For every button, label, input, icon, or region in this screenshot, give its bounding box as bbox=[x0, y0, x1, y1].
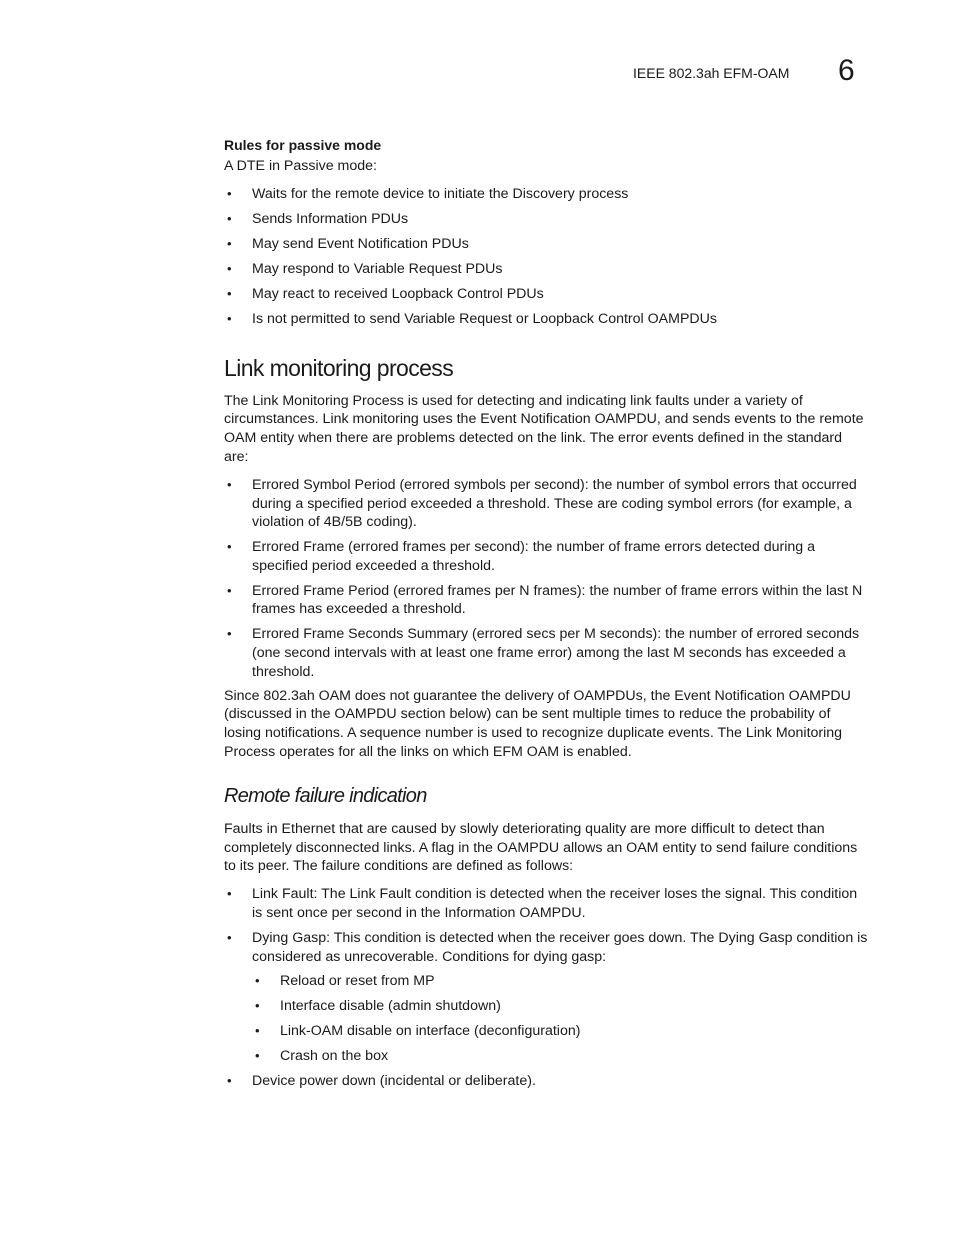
bullet-icon: • bbox=[255, 1023, 260, 1039]
list-item: • Crash on the box bbox=[255, 1048, 389, 1065]
list-item: • May respond to Variable Request PDUs bbox=[227, 260, 503, 277]
bullet-icon: • bbox=[255, 998, 260, 1014]
passive-mode-intro: A DTE in Passive mode: bbox=[224, 158, 377, 174]
passive-mode-heading: Rules for passive mode bbox=[224, 137, 382, 153]
dying-gasp-conditions-list bbox=[252, 972, 870, 1066]
bullet-icon: • bbox=[255, 1048, 260, 1064]
list-item: • Link-OAM disable on interface (deconfiguration) bbox=[255, 1023, 581, 1040]
list-item: • May react to received Loopback Control PDUs bbox=[227, 285, 544, 302]
bullet-icon: • bbox=[227, 582, 232, 598]
list-item: • Link Fault: The Link Fault condition is detected when the receiver loses the signal. This condition is sent once per second in the Information OAMPDU. bbox=[227, 886, 858, 922]
bullet-icon: • bbox=[227, 539, 232, 555]
bullet-icon: • bbox=[227, 476, 232, 492]
list-item: • Errored Frame Seconds Summary (errored secs per M seconds): the number of errored seconds (one second intervals with at least one frame error) among the last M seconds has exceeded a threshold. bbox=[227, 626, 860, 680]
bullet-icon: • bbox=[227, 1073, 232, 1089]
bullet-icon: • bbox=[227, 886, 232, 902]
link-monitoring-intro: The Link Monitoring Process is used for detecting and indicating link faults under a variety of circumstances. Link monitoring uses the Event Notification OAMPDU, and sends events to the remote OAM entity when there are problems detected on the link. The error events defined in the standard are: bbox=[224, 392, 864, 465]
list-item: • Errored Frame Period (errored frames per N frames): the number of frame errors within the last N frames has exceeded a threshold. bbox=[227, 582, 863, 618]
list-item: • Device power down (incidental or deliberate). bbox=[227, 1073, 536, 1090]
list-item: • Interface disable (admin shutdown) bbox=[255, 998, 501, 1015]
remote-failure-intro: Faults in Ethernet that are caused by slowly deteriorating quality are more difficult to detect than completely disconnected links. A flag in the OAMPDU allows an OAM entity to send failure conditions to its peer. The failure conditions are defined as follows: bbox=[224, 820, 858, 875]
list-item: • May send Event Notification PDUs bbox=[227, 235, 469, 252]
bullet-icon: • bbox=[227, 260, 232, 276]
bullet-icon: • bbox=[227, 185, 232, 201]
list-item: • Reload or reset from MP bbox=[255, 973, 435, 990]
link-monitoring-closing: Since 802.3ah OAM does not guarantee the delivery of OAMPDUs, the Event Notification OAMPDU (discussed in the OAMPDU section below) can be sent multiple times to reduce the probability of losing notifications. A sequence number is used to recognize duplicate events. The Link Monitoring Process operates for all the links on which EFM OAM is enabled. bbox=[224, 687, 851, 761]
list-item: • Errored Symbol Period (errored symbols per second): the number of symbol errors that occurred during a specified period exceeded a threshold. These are coding symbol errors (for example, a violation of 4B/5B coding). bbox=[227, 476, 857, 531]
list-item: • Waits for the remote device to initiate the Discovery process bbox=[227, 185, 629, 202]
running-header-title: IEEE 802.3ah EFM-OAM bbox=[633, 65, 790, 81]
list-item: • Errored Frame (errored frames per second): the number of frame errors detected during a specified period exceeded a threshold. bbox=[227, 539, 816, 574]
list-item: • Dying Gasp: This condition is detected when the receiver goes down. The Dying Gasp condition is considered as unrecoverable. Conditions for dying gasp: • Reload or reset from MP • Interface disable (admin shutdown) • Link-OAM disable on interface (deconfiguration) • Crash on the box bbox=[224, 929, 870, 1066]
bullet-icon: • bbox=[227, 310, 232, 326]
bullet-icon: • bbox=[227, 285, 232, 301]
chapter-number: 6 bbox=[838, 54, 855, 87]
error-events-list bbox=[224, 476, 870, 682]
bullet-icon: • bbox=[227, 929, 232, 945]
list-item: • Is not permitted to send Variable Request or Loopback Control OAMPDUs bbox=[227, 310, 717, 327]
list-item: • Sends Information PDUs bbox=[227, 210, 409, 227]
bullet-icon: • bbox=[227, 626, 232, 642]
bullet-icon: • bbox=[227, 210, 232, 226]
link-monitoring-heading: Link monitoring process bbox=[224, 354, 454, 381]
bullet-icon: • bbox=[227, 235, 232, 251]
failure-conditions-list bbox=[224, 885, 870, 1091]
passive-mode-list bbox=[224, 185, 870, 329]
bullet-icon: • bbox=[255, 973, 260, 989]
page-body bbox=[224, 136, 870, 1097]
remote-failure-heading: Remote failure indication bbox=[224, 784, 427, 807]
